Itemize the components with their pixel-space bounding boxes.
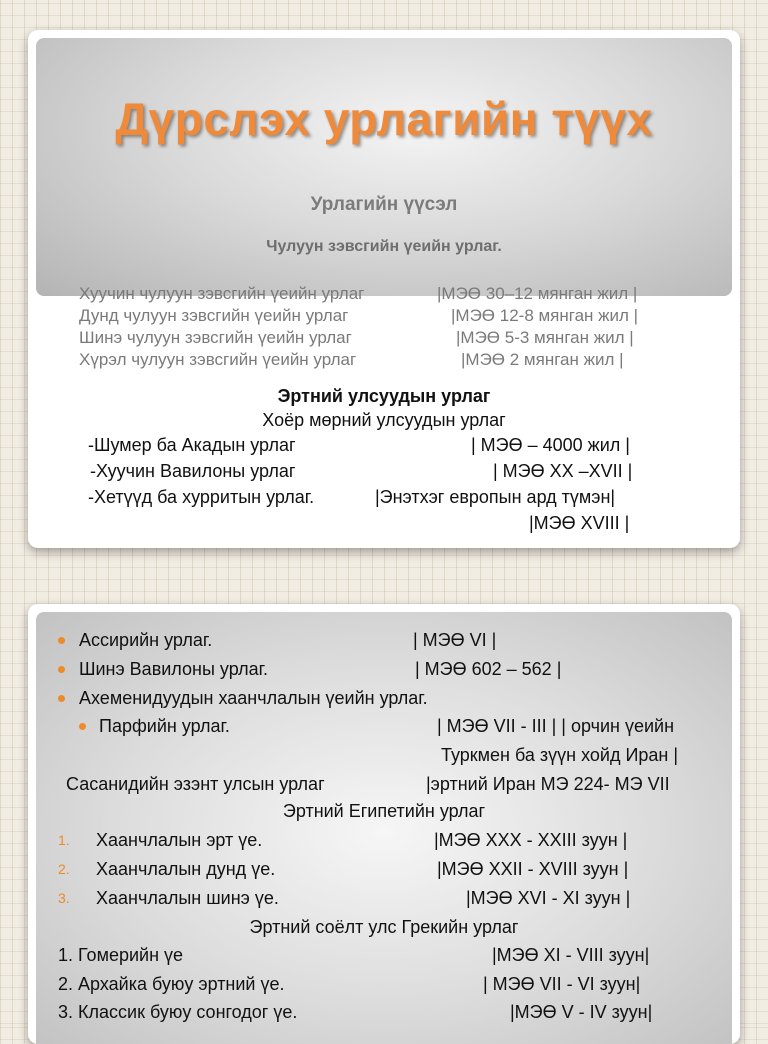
egypt-row [96, 888, 631, 909]
ancient-states-heading: Эртний улсуудын урлаг [277, 386, 491, 406]
row-name: Дунд чулуун зэвсгийн үеийн урлаг [79, 306, 349, 325]
greece-heading: Эртний соёлт улс Грекийн урлаг [249, 917, 519, 937]
stone-age-heading: Чулуун зэвсгийн үеийн урлаг. [266, 238, 502, 255]
row-name: 3. Классик буюу сонгодог үе. [58, 1002, 298, 1022]
row-name: -Шумер ба Акадын урлаг [88, 435, 296, 455]
egypt-row [96, 830, 628, 851]
row-date: |Энэтхэг европын ард түмэн| [375, 487, 616, 507]
row-name: 2. Архайка буюу эртний үе. [58, 974, 285, 994]
row-date: |МЭӨ 12-8 мянган жил | [451, 306, 639, 325]
list-number: 2. [58, 861, 70, 877]
title-band [36, 38, 732, 296]
row-date: |МЭӨ 2 мянган жил | [461, 350, 624, 369]
row-name: Хаанчлалын дунд үе. [96, 859, 276, 879]
two-rivers-heading: Хоёр мөрний улсуудын урлаг [262, 410, 506, 430]
bullet-icon [58, 695, 65, 702]
row-date: |МЭӨ 5-3 мянган жил | [456, 328, 634, 347]
row-name: Хаанчлалын шинэ үе. [96, 888, 279, 908]
row-date: |МЭӨ 30–12 мянган жил | [437, 284, 638, 303]
row-date: | МЭӨ 602 – 562 | [415, 659, 562, 679]
bullet-icon [58, 637, 65, 644]
sub-list-item-cont: Туркмен ба зүүн хойд Иран | [441, 745, 679, 765]
list-item [79, 630, 497, 651]
row-date: | МЭӨ VII - VI зуун| [483, 974, 641, 994]
greece-row [58, 1002, 653, 1023]
row-name: Шинэ чулуун зэвсгийн үеийн урлаг [79, 328, 352, 347]
row-name: Парфийн урлаг. [99, 716, 230, 736]
row-name: Ахеменидуудын хаанчлалын үеийн урлаг. [79, 688, 428, 708]
slide-subtitle: Урлагийн үүсэл [310, 194, 458, 215]
row-date: | МЭӨ VII - III | | орчин үеийн [437, 716, 675, 736]
row-name: -Хетүүд ба хурритын урлаг. [88, 487, 315, 507]
row-date: | МЭӨ – 4000 жил | [471, 435, 630, 455]
list-item [79, 659, 562, 680]
sasanid-row [66, 774, 670, 795]
sub-list-item [99, 716, 675, 737]
row-date: |МЭӨ V - IV зуун| [510, 1002, 653, 1022]
egypt-row [96, 859, 629, 880]
row-name: Хуучин чулуун зэвсгийн үеийн урлаг [79, 284, 365, 303]
row-name: 1. Гомерийн үе [58, 945, 184, 965]
row-date: |МЭӨ XVI - XI зуун | [466, 888, 631, 908]
row-name: Сасанидийн эзэнт улсын урлаг [66, 774, 325, 794]
slide-2 [28, 604, 740, 1044]
row-name: Шинэ Вавилоны урлаг. [79, 659, 268, 679]
ancient-tail: |МЭӨ XVIII | [529, 513, 630, 533]
bullet-icon [79, 723, 86, 730]
row-date: |МЭӨ XXII - XVIII зуун | [437, 859, 629, 879]
list-number: 1. [58, 832, 70, 848]
greece-row [58, 974, 641, 995]
row-name: Хүрэл чулуун зэвсгийн үеийн урлаг [79, 350, 357, 369]
slide-title: Дүрслэх урлагийн түүх [115, 93, 653, 145]
bullet-icon [58, 666, 65, 673]
row-date: |эртний Иран МЭ 224- МЭ VII [426, 774, 670, 794]
egypt-heading: Эртний Египетийн урлаг [282, 801, 486, 821]
row-date: |МЭӨ XXX - XXIII зуун | [434, 830, 628, 850]
row-date: |МЭӨ XI - VIII зуун| [492, 945, 650, 965]
row-name: Хаанчлалын эрт үе. [96, 830, 263, 850]
list-number: 3. [58, 890, 70, 906]
row-date: | МЭӨ XX –XVII | [493, 461, 633, 481]
list-item [79, 688, 428, 709]
row-name: Ассирийн урлаг. [79, 630, 213, 650]
row-date: | МЭӨ VI | [413, 630, 497, 650]
slide-1 [28, 30, 740, 548]
row-name: -Хуучин Вавилоны урлаг [90, 461, 296, 481]
greece-row [58, 945, 650, 966]
